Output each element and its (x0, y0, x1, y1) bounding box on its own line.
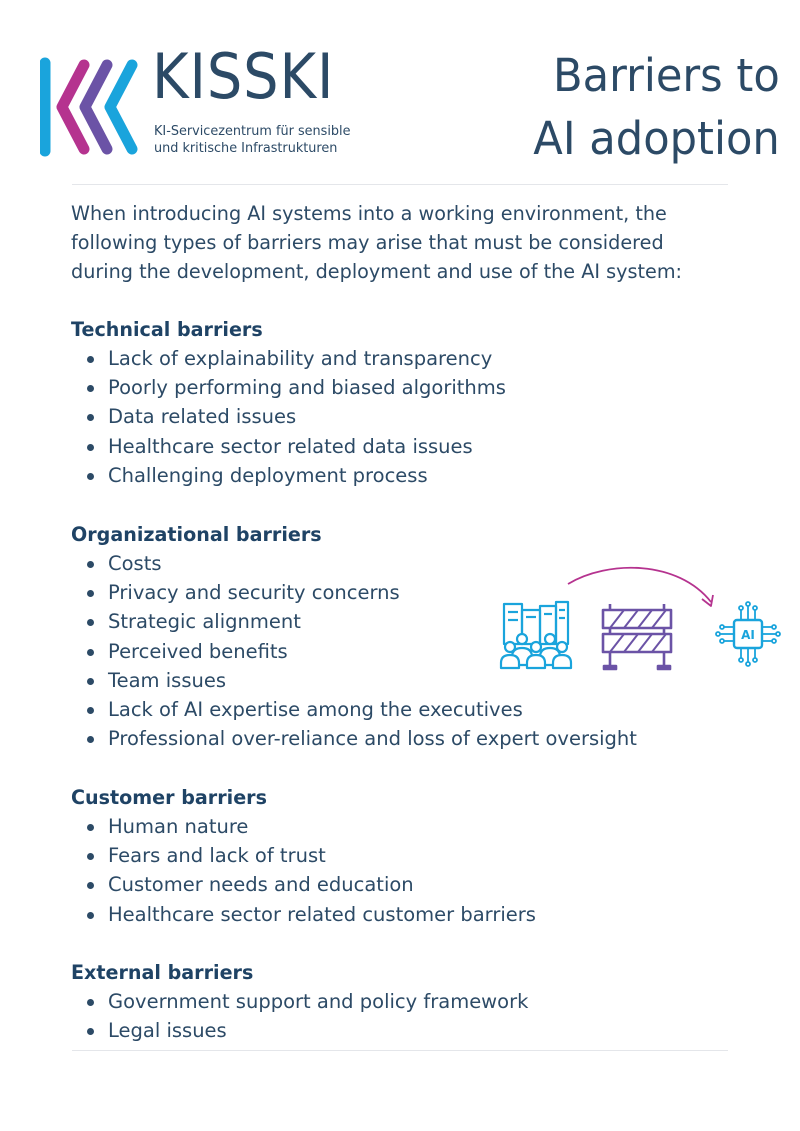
bullet-list (71, 987, 771, 1045)
people-building-icon (501, 602, 571, 668)
section-customer-barriers (71, 783, 771, 929)
ai-chip-label: AI (741, 628, 755, 642)
logo-subtitle-line: und kritische Infrastrukturen (154, 140, 338, 156)
logo-wordmark: KISSKI (152, 40, 335, 113)
intro-line: during the development, deployment and use of the AI system: (71, 260, 683, 283)
list-item: Professional over-reliance and loss of expert oversight (71, 724, 771, 753)
list-item: Healthcare sector related data issues (71, 432, 771, 461)
page-title-line: Barriers to (553, 49, 780, 102)
intro-paragraph (71, 199, 741, 286)
bottom-divider (72, 1050, 728, 1051)
intro-line: following types of barriers may arise that must be considered (71, 231, 664, 254)
list-item: Perceived benefits (71, 637, 771, 666)
section-heading: Customer barriers (71, 786, 267, 809)
road-barrier-icon (603, 604, 671, 669)
list-item: Fears and lack of trust (71, 841, 771, 870)
bullet-list (71, 812, 771, 929)
section-technical-barriers (71, 315, 771, 490)
logo-subtitle (154, 123, 351, 157)
list-item: Customer needs and education (71, 870, 771, 899)
section-heading: Technical barriers (71, 318, 263, 341)
top-divider (72, 184, 728, 185)
barrier-illustration (498, 562, 788, 672)
page-title (533, 44, 780, 170)
section-external-barriers (71, 958, 771, 1045)
list-item: Data related issues (71, 402, 771, 431)
bullet-list (71, 344, 771, 490)
section-heading: External barriers (71, 961, 254, 984)
kisski-logo (40, 40, 380, 162)
list-item: Privacy and security concerns (71, 578, 771, 607)
list-item: Human nature (71, 812, 771, 841)
list-item: Lack of AI expertise among the executives (71, 695, 771, 724)
list-item: Challenging deployment process (71, 461, 771, 490)
list-item: Healthcare sector related customer barriers (71, 900, 771, 929)
logo-subtitle-line: KI-Servicezentrum für sensible (154, 123, 351, 139)
curved-arrow-icon (568, 568, 711, 602)
list-item: Strategic alignment (71, 607, 771, 636)
list-item: Team issues (71, 666, 771, 695)
list-item: Costs (71, 549, 771, 578)
section-heading: Organizational barriers (71, 523, 322, 546)
intro-line: When introducing AI systems into a working environment, the (71, 202, 667, 225)
list-item: Government support and policy framework (71, 987, 771, 1016)
list-item: Legal issues (71, 1016, 771, 1045)
list-item: Poorly performing and biased algorithms (71, 373, 771, 402)
list-item: Lack of explainability and transparency (71, 344, 771, 373)
page-title-line: AI adoption (533, 112, 780, 165)
kisski-logo-mark-icon (40, 57, 150, 157)
